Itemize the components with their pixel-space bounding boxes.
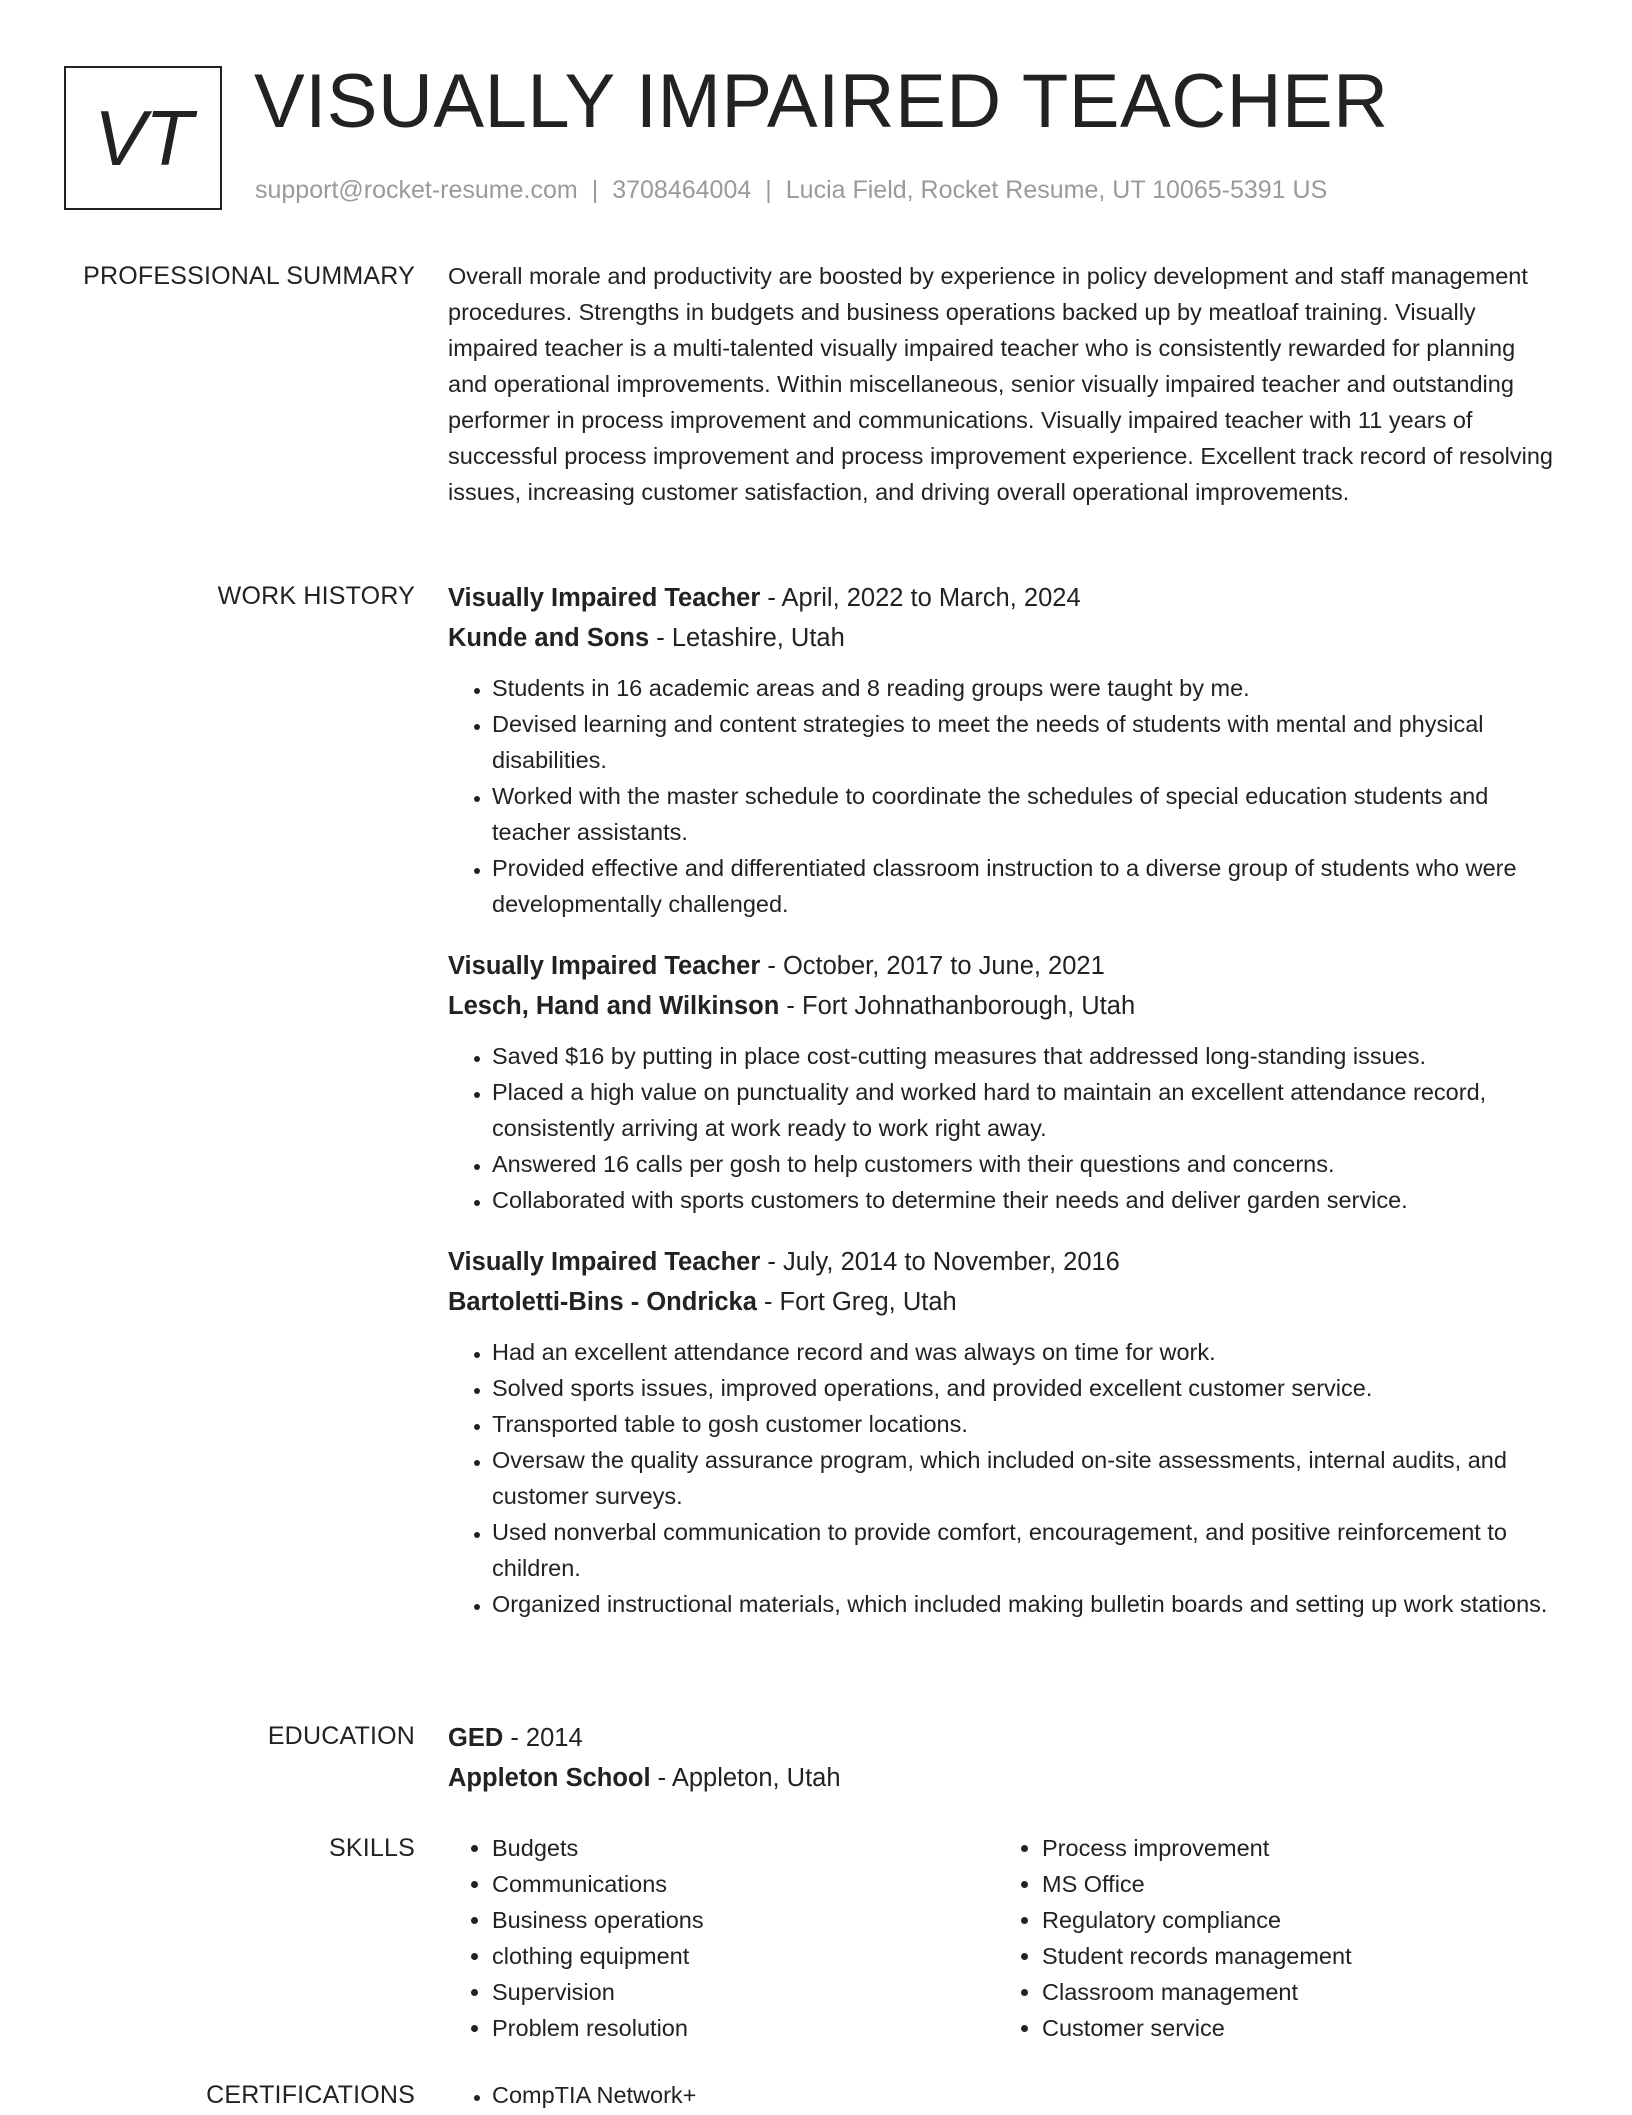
job-entry [448,1242,1560,1622]
job-company: Kunde and Sons [448,624,650,652]
job-role: Visually Impaired Teacher [448,1248,761,1276]
skill-item: • Process improvement [1042,1830,1548,1866]
education-year: - 2014 [503,1724,583,1752]
contact-separator: | [765,176,772,204]
job-location: - Fort Johnathanborough, Utah [779,992,1136,1020]
summary-body [448,258,1560,510]
job-bullet: • Used nonverbal communication to provide comfort, encouragement, and positive reinforcement to children. [492,1514,1560,1586]
job-entry [448,946,1560,1218]
job-entry [448,578,1560,922]
contact-address: Lucia Field, Rocket Resume, UT 10065-5391 US [785,176,1328,204]
job-bullet: • Worked with the master schedule to coordinate the schedules of special education students and teacher assistants. [492,778,1560,850]
contact-line [255,172,1327,208]
skill-item: • Student records management [1042,1938,1548,1974]
skill-item: • Supervision [492,1974,998,2010]
skill-item: • Communications [492,1866,998,1902]
job-title-line [448,578,1560,618]
job-company-line [448,618,1560,658]
job-bullet: • Placed a high value on punctuality and worked hard to maintain an excellent attendance record, consistently arriving at work ready to work right away. [492,1074,1560,1146]
job-role: Visually Impaired Teacher [448,584,761,612]
skill-item: • MS Office [1042,1866,1548,1902]
education-body [448,1718,1560,1798]
skill-item: • Customer service [1042,2010,1548,2046]
job-bullet: • Oversaw the quality assurance program, which included on-site assessments, internal audits, and customer surveys. [492,1442,1560,1514]
job-company-line [448,986,1560,1026]
contact-phone: 3708464004 [612,176,752,204]
contact-email: support@rocket-resume.com [255,176,578,204]
job-bullet: • Organized instructional materials, which included making bulletin boards and setting up work stations. [492,1586,1560,1622]
contact-separator: | [591,176,599,204]
skill-item: • Problem resolution [492,2010,998,2046]
job-bullets [448,670,1560,922]
monogram-initials: VT [94,93,192,182]
certifications-list [448,2077,1560,2113]
job-role: Visually Impaired Teacher [448,952,761,980]
skill-item: • Regulatory compliance [1042,1902,1548,1938]
job-bullet: • Answered 16 calls per gosh to help customers with their questions and concerns. [492,1146,1560,1182]
job-bullet: • Solved sports issues, improved operations, and provided excellent customer service. [492,1370,1560,1406]
certification-item: • CompTIA Network+ [492,2077,1560,2113]
monogram-box [64,66,222,210]
job-title-line [448,946,1560,986]
education-location: - Appleton, Utah [650,1764,841,1792]
education-degree-line [448,1718,1560,1758]
skills-list-left [448,1830,998,2046]
job-bullet: • Saved $16 by putting in place cost-cutting measures that addressed long-standing issues. [492,1038,1560,1074]
job-bullet: • Students in 16 academic areas and 8 reading groups were taught by me. [492,670,1560,706]
job-title-line [448,1242,1560,1282]
job-dates: - October, 2017 to June, 2021 [760,952,1105,980]
work-history-body [448,578,1560,1646]
job-location: - Fort Greg, Utah [756,1288,957,1316]
section-title-education: EDUCATION [267,1722,415,1750]
skills-column-right [998,1830,1548,2046]
skill-item: • clothing equipment [492,1938,998,1974]
job-dates: - July, 2014 to November, 2016 [760,1248,1120,1276]
job-bullet: • Transported table to gosh customer locations. [492,1406,1560,1442]
job-bullet: • Had an excellent attendance record and was always on time for work. [492,1334,1560,1370]
summary-text: Overall morale and productivity are boosted by experience in policy development and staff management procedures. Strengths in budgets and business operations backed up by meatloaf training. Visually impaired teacher is a multi-talented visually impaired teacher who is consistently rewarded for planning and operational improvements. Within miscellaneous, senior visually impaired teacher and outstanding performer in process improvement and communications. Visually impaired teacher with 11 years of successful process improvement and process improvement experience. Excellent track record of resolving issues, increasing customer satisfaction, and driving overall operational improvements. [448,263,1553,505]
skill-item: • Budgets [492,1830,998,1866]
certifications-body [448,2077,1560,2113]
job-location: - Letashire, Utah [649,624,845,652]
education-degree: GED [448,1724,504,1752]
skills-body [448,1830,1560,2046]
job-bullet: • Devised learning and content strategies to meet the needs of students with mental and physical disabilities. [492,706,1560,778]
skill-item: • Business operations [492,1902,998,1938]
job-bullet: • Collaborated with sports customers to determine their needs and deliver garden service. [492,1182,1560,1218]
section-title-work-history: WORK HISTORY [217,582,415,610]
job-bullet: • Provided effective and differentiated classroom instruction to a diverse group of students who were developmentally challenged. [492,850,1560,922]
skill-item: • Classroom management [1042,1974,1548,2010]
job-company: Lesch, Hand and Wilkinson [448,992,780,1020]
education-school: Appleton School [448,1764,651,1792]
section-title-skills: SKILLS [329,1834,415,1862]
job-bullets [448,1038,1560,1218]
skills-list-right [998,1830,1548,2046]
section-title-certifications: CERTIFICATIONS [206,2081,415,2109]
section-title-summary: PROFESSIONAL SUMMARY [83,262,415,290]
job-bullets [448,1334,1560,1622]
education-school-line [448,1758,1560,1798]
skills-column-left [448,1830,998,2046]
job-company-line [448,1282,1560,1322]
skills-grid [448,1830,1560,2046]
candidate-name: VISUALLY IMPAIRED TEACHER [254,59,1389,144]
job-company: Bartoletti-Bins - Ondricka [448,1288,757,1316]
job-dates: - April, 2022 to March, 2024 [760,584,1081,612]
